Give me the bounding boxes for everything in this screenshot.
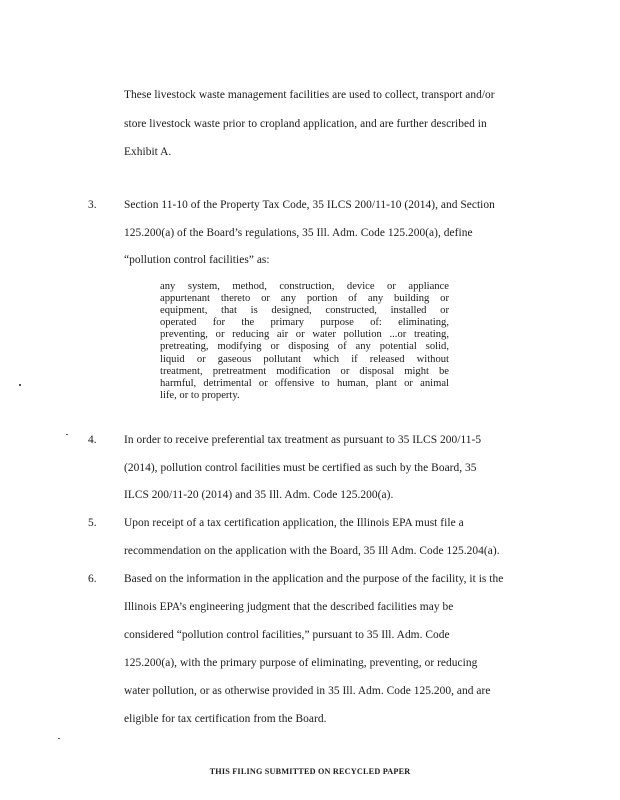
paragraph-3-line-1: Section 11-10 of the Property Tax Code, 35 ILCS 200/11-10 (2014), and Section xyxy=(124,199,495,211)
paragraph-6-line-6: eligible for tax certification from the Board. xyxy=(124,713,327,725)
paragraph-3-number: 3. xyxy=(88,199,97,211)
paragraph-6-line-1: Based on the information in the application and the purpose of the facility, it is the xyxy=(124,573,504,585)
quote-line: appurtenant thereto or any portion of any building or xyxy=(160,293,449,305)
paragraph-6-line-4: 125.200(a), with the primary purpose of eliminating, preventing, or reducing xyxy=(124,657,478,669)
scan-speck xyxy=(58,738,60,739)
quote-line: operated for the primary purpose of: eliminating, xyxy=(160,317,449,329)
scan-speck xyxy=(66,434,68,435)
paragraph-6-number: 6. xyxy=(88,573,97,585)
paragraph-5-number: 5. xyxy=(88,517,97,529)
intro-line-3: Exhibit A. xyxy=(124,146,172,158)
paragraph-6-line-2: Illinois EPA’s engineering judgment that the described facilities may be xyxy=(124,601,454,613)
scan-speck xyxy=(19,384,21,386)
quote-line: any system, method, construction, device or appliance xyxy=(160,281,449,292)
quote-line: harmful, detrimental or offensive to human, plant or animal xyxy=(160,377,449,389)
paragraph-6-line-5: water pollution, or as otherwise provided in 35 Ill. Adm. Code 125.200, and are xyxy=(124,685,491,697)
paragraph-4-line-1: In order to receive preferential tax treatment as pursuant to 35 ILCS 200/11-5 xyxy=(124,434,482,446)
intro-line-2: store livestock waste prior to cropland application, and are further described in xyxy=(124,118,487,130)
paragraph-5-line-1: Upon receipt of a tax certification application, the Illinois EPA must file a xyxy=(124,517,464,529)
quote-line: pretreating, modifying or disposing of any potential solid, xyxy=(160,341,449,353)
quote-line: equipment, that is designed, constructed, installed or xyxy=(160,305,449,317)
paragraph-3-line-2: 125.200(a) of the Board’s regulations, 35 Ill. Adm. Code 125.200(a), define xyxy=(124,227,473,239)
quote-line: life, or to property. xyxy=(160,389,240,401)
paragraph-4-line-2: (2014), pollution control facilities must be certified as such by the Board, 35 xyxy=(124,462,477,474)
page-footer: THIS FILING SUBMITTED ON RECYCLED PAPER xyxy=(209,767,411,776)
block-quote xyxy=(160,281,449,402)
quote-line: treatment, pretreatment modification or disposal might be xyxy=(160,365,449,377)
paragraph-5-line-2: recommendation on the application with the Board, 35 Ill Adm. Code 125.204(a). xyxy=(124,545,500,557)
paragraph-4-number: 4. xyxy=(88,434,97,446)
paragraph-4-line-3: ILCS 200/11-20 (2014) and 35 Ill. Adm. Code 125.200(a). xyxy=(124,489,394,501)
intro-line-1: These livestock waste management facilities are used to collect, transport and/or xyxy=(124,89,495,101)
paragraph-3-line-3: “pollution control facilities” as: xyxy=(124,254,270,266)
paragraph-6-line-3: considered “pollution control facilities,” pursuant to 35 Ill. Adm. Code xyxy=(124,629,450,641)
quote-line: liquid or gaseous pollutant which if released without xyxy=(160,353,449,365)
quote-line: preventing, or reducing air or water pollution ...or treating, xyxy=(160,329,449,341)
